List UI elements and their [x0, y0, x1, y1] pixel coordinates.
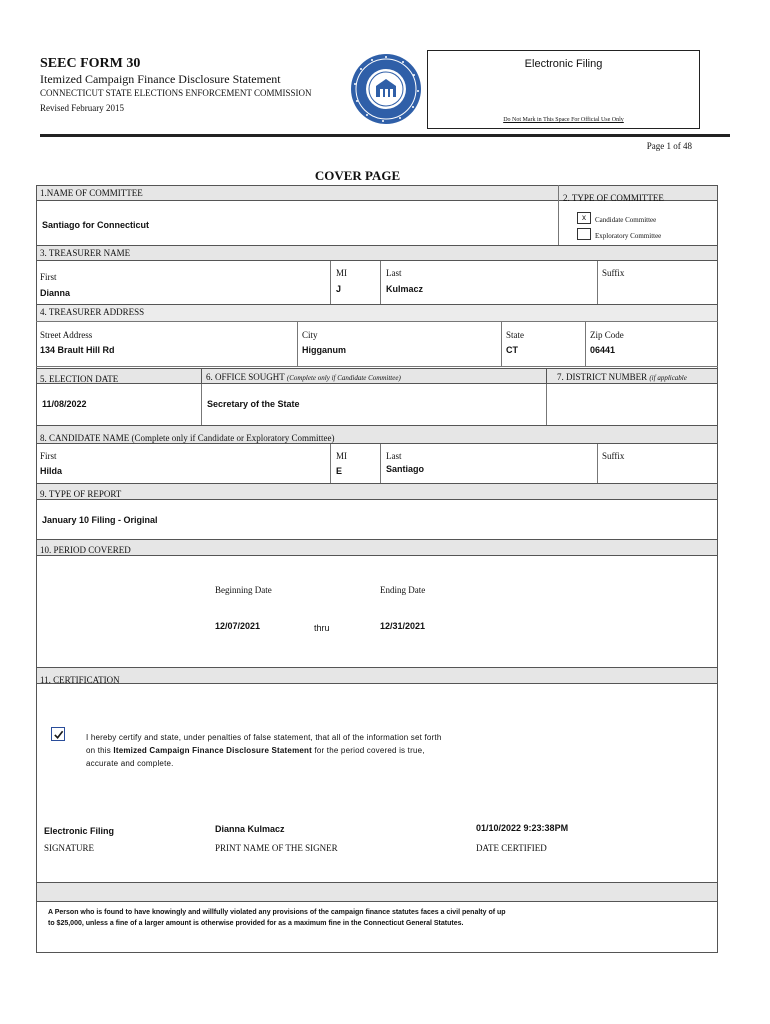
exploratory-committee-checkbox[interactable]	[577, 228, 591, 240]
city-value: Higganum	[302, 345, 346, 355]
divider	[597, 444, 598, 483]
penalty-notice	[48, 907, 708, 929]
divider	[297, 321, 298, 366]
election-date-value: 11/08/2022	[42, 399, 87, 409]
city-label: City	[302, 330, 318, 340]
treasurer-name-label: 3. TREASURER NAME	[40, 248, 131, 258]
candidate-name-bar	[36, 425, 718, 444]
signature-value: Electronic Filing	[44, 826, 115, 836]
state-seal-icon	[350, 53, 422, 125]
report-type-value: January 10 Filing - Original	[42, 515, 158, 525]
district-number-label	[557, 372, 687, 384]
candidate-mi-label: MI	[336, 451, 347, 461]
official-box-note: Do Not Mark in This Space For Official Use Only	[503, 117, 624, 123]
election-date-label: 5. ELECTION DATE	[40, 374, 119, 384]
header-divider	[40, 134, 730, 137]
divider	[380, 261, 381, 304]
treasurer-name-bar	[36, 245, 718, 261]
candidate-committee-label: Candidate Committee	[595, 216, 657, 224]
divider	[597, 261, 598, 304]
date-certified-label: DATE CERTIFIED	[476, 843, 547, 853]
office-sought-value: Secretary of the State	[207, 399, 300, 409]
treasurer-suffix-label: Suffix	[602, 268, 625, 278]
divider	[36, 321, 718, 322]
candidate-mi-value: E	[336, 466, 343, 476]
footer-bar	[36, 882, 718, 902]
form-frame	[36, 185, 718, 953]
committee-name-label: 1.NAME OF COMMITTEE	[40, 188, 143, 198]
candidate-first-label: First	[40, 451, 57, 461]
treasurer-last-label: Last	[386, 268, 402, 278]
divider	[330, 261, 331, 304]
divider	[585, 321, 586, 366]
agency-name: CONNECTICUT STATE ELECTIONS ENFORCEMENT COMMISSION	[40, 88, 312, 98]
period-covered-label: 10. PERIOD COVERED	[40, 545, 131, 555]
penalty-notice-line-2: to $25,000, unless a fine of a larger amount is otherwise provided for as a maximum fine in the Connecticut General Statutes.	[48, 920, 464, 927]
beginning-date-value: 12/07/2021	[215, 621, 261, 631]
certification-label: 11. CERTIFICATION	[40, 675, 120, 685]
divider	[201, 384, 202, 425]
treasurer-mi-value: J	[336, 284, 342, 294]
ending-date-value: 12/31/2021	[380, 621, 426, 631]
divider	[558, 185, 559, 245]
beginning-date-label: Beginning Date	[215, 585, 272, 595]
certification-statement	[86, 731, 526, 770]
zip-code-value: 06441	[590, 345, 616, 355]
treasurer-address-bar	[36, 304, 718, 321]
candidate-last-value: Santiago	[386, 464, 425, 474]
treasurer-mi-label: MI	[336, 268, 347, 278]
divider	[36, 366, 718, 367]
district-number-label-text: 7. DISTRICT NUMBER	[557, 372, 648, 382]
committee-name-value: Santiago for Connecticut	[42, 220, 150, 230]
candidate-name-label: 8. CANDIDATE NAME (Complete only if Candidate or Exploratory Committee)	[40, 433, 335, 443]
divider	[380, 444, 381, 483]
form-name: Itemized Campaign Finance Disclosure Statement	[40, 72, 281, 86]
divider	[546, 384, 547, 425]
treasurer-last-value: Kulmacz	[386, 284, 424, 294]
exploratory-committee-label: Exploratory Committee	[595, 232, 662, 240]
candidate-committee-checkbox[interactable]: x	[577, 212, 591, 224]
certification-line-2	[86, 744, 526, 757]
page-indicator: Page 1 of 48	[646, 141, 692, 151]
certification-line-3: accurate and complete.	[86, 759, 174, 768]
committee-type-label: 2. TYPE OF COMMITTEE	[563, 193, 664, 203]
treasurer-first-label: First	[40, 272, 57, 282]
district-number-label-note: (if applicable	[649, 374, 687, 382]
certification-checkbox[interactable]	[51, 727, 65, 741]
state-value: CT	[506, 345, 518, 355]
checkmark-icon	[53, 729, 64, 740]
ending-date-label: Ending Date	[380, 585, 426, 595]
penalty-notice-line-1: A Person who is found to have knowingly and willfully violated any provisions of the campaign finance statutes faces a civil penalty of up	[48, 909, 506, 916]
signer-name-label: PRINT NAME OF THE SIGNER	[215, 843, 338, 853]
official-box-title: Electronic Filing	[524, 58, 603, 70]
thru-label: thru	[314, 623, 330, 633]
street-address-label: Street Address	[40, 330, 93, 340]
signature-label: SIGNATURE	[44, 843, 95, 853]
certification-line-2-pre: on this	[86, 746, 114, 755]
candidate-last-label: Last	[386, 451, 402, 461]
treasurer-address-label: 4. TREASURER ADDRESS	[40, 307, 145, 317]
certification-line-1: I hereby certify and state, under penalties of false statement, that all of the information set forth	[86, 733, 442, 742]
signer-name-value: Dianna Kulmacz	[215, 824, 285, 834]
office-sought-label-text: 6. OFFICE SOUGHT	[206, 372, 285, 382]
certification-line-2-post: for the period covered is true,	[312, 746, 425, 755]
office-sought-label	[206, 372, 401, 384]
state-label: State	[506, 330, 524, 340]
certification-statement-title: Itemized Campaign Finance Disclosure Statement	[113, 746, 312, 755]
report-type-label: 9. TYPE OF REPORT	[40, 489, 122, 499]
treasurer-first-value: Dianna	[40, 288, 71, 298]
report-type-bar	[36, 483, 718, 500]
office-sought-label-note: (Complete only if Candidate Committee)	[286, 374, 401, 382]
candidate-first-value: Hilda	[40, 466, 63, 476]
revision-date: Revised February 2015	[40, 103, 124, 113]
candidate-suffix-label: Suffix	[602, 451, 625, 461]
divider	[330, 444, 331, 483]
period-covered-bar	[36, 539, 718, 556]
zip-code-label: Zip Code	[590, 330, 624, 340]
street-address-value: 134 Brault Hill Rd	[40, 345, 115, 355]
date-certified-value: 01/10/2022 9:23:38PM	[476, 823, 569, 833]
certification-bar	[36, 667, 718, 684]
divider	[501, 321, 502, 366]
form-number: SEEC FORM 30	[40, 56, 141, 71]
cover-page-title: COVER PAGE	[314, 168, 401, 183]
